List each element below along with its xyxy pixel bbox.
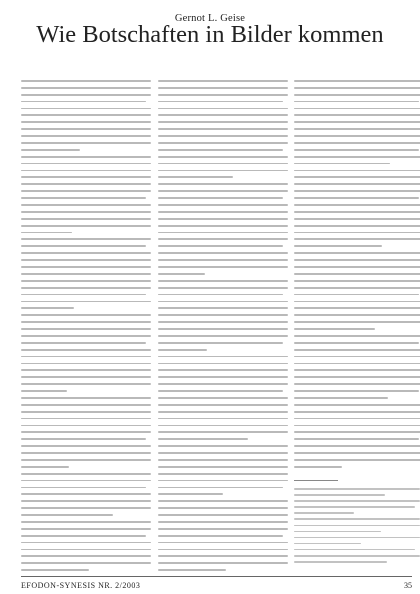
text-line	[294, 163, 390, 165]
text-line	[21, 562, 151, 564]
text-line	[294, 218, 420, 220]
text-line	[21, 211, 151, 213]
text-line	[158, 521, 288, 523]
text-line	[21, 376, 151, 378]
text-line	[294, 101, 419, 103]
text-line	[294, 252, 420, 254]
text-line	[158, 294, 283, 296]
text-line	[294, 128, 420, 130]
text-line	[294, 204, 420, 206]
text-line	[158, 328, 288, 330]
text-line	[294, 383, 420, 385]
text-line	[158, 535, 283, 537]
footnote-area	[294, 480, 420, 565]
text-line	[21, 259, 151, 261]
text-line	[21, 349, 151, 351]
text-line	[158, 397, 288, 399]
text-line	[158, 363, 288, 365]
text-line	[294, 459, 420, 461]
text-line	[294, 190, 420, 192]
text-line	[294, 142, 420, 144]
text-line	[294, 390, 419, 392]
text-line	[294, 232, 420, 234]
text-line	[21, 314, 151, 316]
text-line	[158, 259, 288, 261]
text-line	[158, 190, 288, 192]
text-line	[158, 163, 288, 165]
text-line	[294, 438, 419, 440]
text-line	[294, 537, 420, 539]
text-line	[294, 307, 420, 309]
text-line	[294, 512, 354, 514]
text-line	[21, 321, 151, 323]
text-line	[294, 80, 420, 82]
text-line	[21, 404, 151, 406]
text-line	[21, 438, 146, 440]
text-line	[158, 493, 223, 495]
text-line	[294, 301, 420, 303]
text-line	[294, 156, 420, 158]
text-line	[158, 404, 288, 406]
text-line	[158, 225, 288, 227]
text-line	[294, 356, 420, 358]
text-line	[21, 307, 74, 309]
text-line	[158, 356, 288, 358]
text-line	[21, 156, 151, 158]
text-line	[294, 549, 415, 551]
text-line	[158, 94, 288, 96]
text-line	[158, 555, 288, 557]
text-line	[294, 561, 387, 563]
text-line	[21, 225, 151, 227]
text-line	[158, 473, 288, 475]
text-line	[21, 114, 151, 116]
text-line	[21, 466, 69, 468]
text-line	[294, 225, 420, 227]
text-line	[21, 218, 151, 220]
text-line	[158, 438, 248, 440]
text-line	[294, 466, 342, 468]
text-line	[158, 321, 288, 323]
text-line	[158, 459, 288, 461]
text-line	[21, 431, 151, 433]
text-line	[21, 487, 146, 489]
text-line	[158, 562, 288, 564]
text-line	[294, 321, 420, 323]
text-line	[158, 108, 288, 110]
text-line	[294, 87, 420, 89]
text-line	[158, 128, 288, 130]
text-line	[21, 493, 151, 495]
text-line	[21, 87, 151, 89]
text-line	[294, 494, 385, 496]
text-line	[21, 411, 151, 413]
text-line	[21, 549, 151, 551]
footer-journal: EFODON-SYNESIS NR. 2/2003	[21, 581, 141, 590]
text-line	[21, 183, 151, 185]
text-line	[294, 183, 420, 185]
text-line	[158, 245, 283, 247]
text-line	[158, 542, 288, 544]
text-line	[21, 287, 151, 289]
text-line	[158, 425, 288, 427]
text-line	[158, 280, 288, 282]
text-line	[21, 149, 80, 151]
text-line	[21, 500, 151, 502]
text-line	[294, 197, 419, 199]
text-line	[158, 287, 288, 289]
text-line	[158, 569, 226, 571]
text-line	[294, 135, 420, 137]
text-line	[21, 542, 151, 544]
text-line	[21, 535, 146, 537]
text-line	[294, 342, 419, 344]
text-line	[21, 521, 151, 523]
text-line	[294, 369, 420, 371]
text-line	[294, 376, 420, 378]
text-line	[21, 266, 151, 268]
text-line	[158, 500, 288, 502]
footer-rule	[21, 576, 412, 577]
text-line	[21, 301, 151, 303]
text-line	[294, 176, 420, 178]
text-line	[158, 369, 288, 371]
text-line	[21, 528, 151, 530]
text-line	[294, 543, 361, 545]
text-line	[21, 507, 151, 509]
text-line	[21, 101, 146, 103]
text-line	[158, 170, 288, 172]
text-line	[21, 328, 151, 330]
text-line	[294, 452, 420, 454]
text-line	[158, 238, 288, 240]
text-line	[294, 518, 420, 520]
text-line	[21, 294, 146, 296]
body-column-1	[21, 80, 151, 573]
text-line	[158, 487, 283, 489]
text-line	[158, 342, 283, 344]
text-line	[158, 314, 288, 316]
text-line	[21, 121, 151, 123]
text-line	[294, 238, 420, 240]
text-line	[294, 273, 420, 275]
text-line	[21, 197, 146, 199]
text-line	[21, 363, 151, 365]
text-line	[21, 473, 151, 475]
text-line	[294, 555, 420, 557]
text-line	[294, 349, 420, 351]
text-line	[294, 170, 420, 172]
text-line	[294, 328, 375, 330]
text-line	[21, 452, 151, 454]
text-line	[21, 170, 151, 172]
text-line	[158, 376, 288, 378]
text-line	[294, 411, 420, 413]
text-line	[158, 176, 233, 178]
text-line	[294, 425, 420, 427]
footnote-text-block	[294, 488, 420, 567]
text-line	[21, 514, 113, 516]
text-line	[21, 383, 151, 385]
text-line	[294, 445, 420, 447]
text-line	[21, 445, 151, 447]
text-line	[21, 80, 151, 82]
text-line	[158, 514, 288, 516]
text-line	[158, 480, 288, 482]
text-line	[21, 245, 146, 247]
text-line	[21, 204, 151, 206]
text-line	[21, 342, 146, 344]
text-line	[21, 176, 151, 178]
text-line	[158, 142, 288, 144]
text-line	[294, 418, 420, 420]
text-line	[158, 445, 288, 447]
text-line	[294, 314, 420, 316]
text-line	[21, 569, 89, 571]
text-line	[158, 301, 288, 303]
text-line	[158, 218, 288, 220]
text-line	[21, 280, 151, 282]
text-line	[294, 397, 388, 399]
text-line	[158, 418, 288, 420]
text-line	[294, 266, 420, 268]
text-line	[21, 555, 151, 557]
text-line	[294, 404, 420, 406]
text-line	[21, 163, 151, 165]
text-line	[158, 549, 288, 551]
body-column-2	[158, 80, 288, 573]
text-line	[21, 128, 151, 130]
text-line	[294, 211, 420, 213]
footnote-rule	[294, 480, 338, 481]
text-line	[158, 466, 288, 468]
text-line	[294, 531, 381, 533]
text-line	[158, 431, 288, 433]
article-title: Wie Botschaften in Bilder kommen	[36, 21, 384, 48]
text-line	[158, 197, 283, 199]
text-line	[294, 506, 415, 508]
text-line	[158, 183, 288, 185]
text-line	[21, 142, 151, 144]
text-line	[158, 121, 288, 123]
text-line	[21, 108, 151, 110]
text-line	[158, 273, 205, 275]
article-author: Gernot L. Geise	[174, 13, 246, 24]
text-line	[158, 252, 288, 254]
text-line	[158, 452, 288, 454]
text-line	[158, 232, 288, 234]
text-line	[158, 211, 288, 213]
text-line	[21, 232, 72, 234]
text-line	[21, 397, 151, 399]
text-line	[158, 390, 283, 392]
text-line	[158, 349, 207, 351]
text-line	[158, 528, 288, 530]
text-line	[294, 149, 419, 151]
text-line	[294, 108, 420, 110]
text-line	[21, 190, 151, 192]
text-line	[158, 114, 288, 116]
text-line	[21, 252, 151, 254]
text-line	[158, 411, 288, 413]
text-line	[21, 135, 151, 137]
text-line	[21, 390, 67, 392]
text-line	[294, 525, 420, 527]
text-line	[294, 294, 419, 296]
text-line	[294, 431, 420, 433]
text-line	[294, 335, 420, 337]
text-line	[158, 149, 283, 151]
text-line	[158, 80, 288, 82]
text-line	[294, 287, 420, 289]
text-line	[294, 94, 420, 96]
text-line	[158, 266, 288, 268]
text-line	[294, 280, 420, 282]
text-line	[158, 204, 288, 206]
text-line	[21, 356, 151, 358]
text-line	[21, 369, 151, 371]
text-line	[158, 307, 288, 309]
text-line	[21, 273, 151, 275]
text-line	[158, 335, 288, 337]
text-line	[158, 383, 288, 385]
text-line	[294, 488, 420, 490]
text-line	[294, 245, 382, 247]
text-line	[21, 480, 151, 482]
text-line	[21, 418, 151, 420]
text-line	[294, 121, 420, 123]
text-line	[21, 335, 151, 337]
text-line	[294, 259, 420, 261]
text-line	[21, 425, 151, 427]
text-line	[158, 135, 288, 137]
text-line	[158, 87, 288, 89]
text-line	[21, 238, 151, 240]
text-line	[158, 507, 288, 509]
text-line	[294, 114, 420, 116]
text-line	[21, 459, 151, 461]
footer-page-number: 35	[404, 581, 412, 590]
text-line	[294, 363, 420, 365]
text-line	[21, 94, 151, 96]
text-line	[158, 101, 283, 103]
text-line	[158, 156, 288, 158]
text-line	[294, 500, 420, 502]
